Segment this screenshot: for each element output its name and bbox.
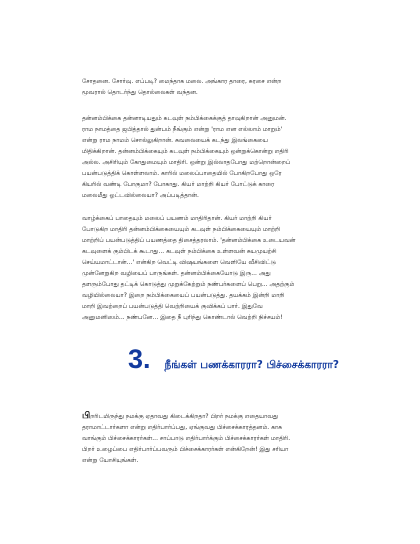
text-line: செய்யமாட்டான்...' என்கிற வெட்டி விஷயங்களை வெளியே வீசிவிட்டு <box>82 259 276 266</box>
text-line <box>82 411 357 422</box>
text-line: போடுகிற மாதிரி தன்னம்பிக்கையையும் கடவுள் நம்பிக்கையையும் மாற்றி <box>82 226 281 233</box>
first-line-text: றரிடமிருந்து நமக்கு ஏதாவது கிடைக்கிறதா? பிறர் நமக்கு எதையாவது <box>90 413 279 420</box>
paragraph-3 <box>82 213 357 323</box>
drop-cap: பி <box>82 411 91 421</box>
text-line: முன்னேறுகிற வழியைப் பாருங்கள். தன்னம்பிக்கையோடு இரு... அது <box>82 270 271 277</box>
paragraph-4 <box>82 411 357 466</box>
text-line: பயன்படுத்திக் கொள்ளலாம். காரில் மலைப்பாதையில் போகிறபோது ஒரே <box>82 170 282 177</box>
text-line: தன்னம்பிக்கை தன்னாடியதும் கடவுள் நம்பிக்கைக்குத் தாவுகிறான் அனுமன். <box>82 115 287 122</box>
text-line: ராம நாமத்தை ஜபித்தால் துன்பம் நீங்கும் என்று 'ராம என எல்லாம் மாறும்' <box>82 126 283 133</box>
text-line: மிதிக்கிறான். தன்னம்பிக்கையும் கடவுள் நம்பிக்கையும் ஒன்றுக்கொன்று எதிரி <box>82 148 289 155</box>
text-line: அனுமனிஸம்... நண்பனே... இதை நீ புரிந்து கொண்டால் வெற்றி நிச்சயம்! <box>82 314 283 321</box>
text-line: மாற்றிப் பயன்படுத்திப் பயணத்தை திசைத்தரலாம். 'தன்னம்பிக்கை உடையவன் <box>82 237 296 244</box>
text-line: என்று யோசியுங்கள். <box>82 457 139 464</box>
text-line: மாறி இவற்றைப் பயன்படுத்தி வெற்றியைக் குவிக்கப் பார். இதுவே <box>82 303 263 310</box>
text-line: சோதனை. சோர்வு. எப்படி? மைந்தாக மலை. அங்கார தாரை, சுரசை என்ற <box>82 78 282 85</box>
text-line: வழியில்லையா? இறை நம்பிக்கையைப் பயன்படுத்து. தயக்கம் இன்றி மாறி <box>82 292 285 299</box>
text-line: மலைமீது ஓட்டவில்லையா? அப்படித்தான். <box>82 192 199 199</box>
text-line: தளரும்போது தட்டிக் கொடுத்து முறுக்கேற்றும் நண்பர்களைப் பெறு... அதற்கும் <box>82 281 295 288</box>
text-line: என்று ராம நாமம் சொல்லுகிறான். சுவலையைக் கடந்து இலங்கையை <box>82 137 268 144</box>
text-line: கியரில் வண்டி போகுமா? போகாது. கியர் மாற்றி கியர் போட்டுக் காரை <box>82 181 275 188</box>
paragraph-1 <box>82 76 357 98</box>
paragraph-2 <box>82 113 357 201</box>
text-line: தராமாட்டார்களா என்று எதிர்பார்ப்பது, ஏங்குவது பிச்சைக்காரத்தனம். காசு <box>82 424 283 431</box>
text-line: வாங்கும் பிச்சைக்காரர்கள்... சாப்பாடு எதிர்பார்க்கும் பிச்சைக்காரர்கள் மாதிரி. <box>82 435 291 442</box>
text-line: வாழ்க்கைப் பாதையும் மலைப் பயணம் மாதிரிதான். கியர் மாற்றி கியர் <box>82 215 272 222</box>
text-line: அல்ல. அசிரியும் கோதுமையும் மாதிரி. ஒன்று இல்லாதபோது மற்றொன்றைப் <box>82 159 291 166</box>
text-line: பிறர் உழைப்பை எதிர்பார்ப்பவரும் பிச்சைக்காரர்கள் என்கிறேன்! இது சரியா <box>82 446 289 453</box>
chapter-heading <box>128 344 339 375</box>
text-line: கடவுளைக் கும்பிடக் கூடாது... கடவுள் நம்பிக்கை உள்ளவன் சுயமுயற்சி <box>82 248 277 255</box>
chapter-title: நீங்கள் பணக்காரரா? பிச்சைக்காரரா? <box>164 359 339 371</box>
text-line: மூவரால் தொடர்ந்து தொல்லைகள் வந்தன. <box>82 89 198 96</box>
chapter-number: 3. <box>128 344 151 374</box>
